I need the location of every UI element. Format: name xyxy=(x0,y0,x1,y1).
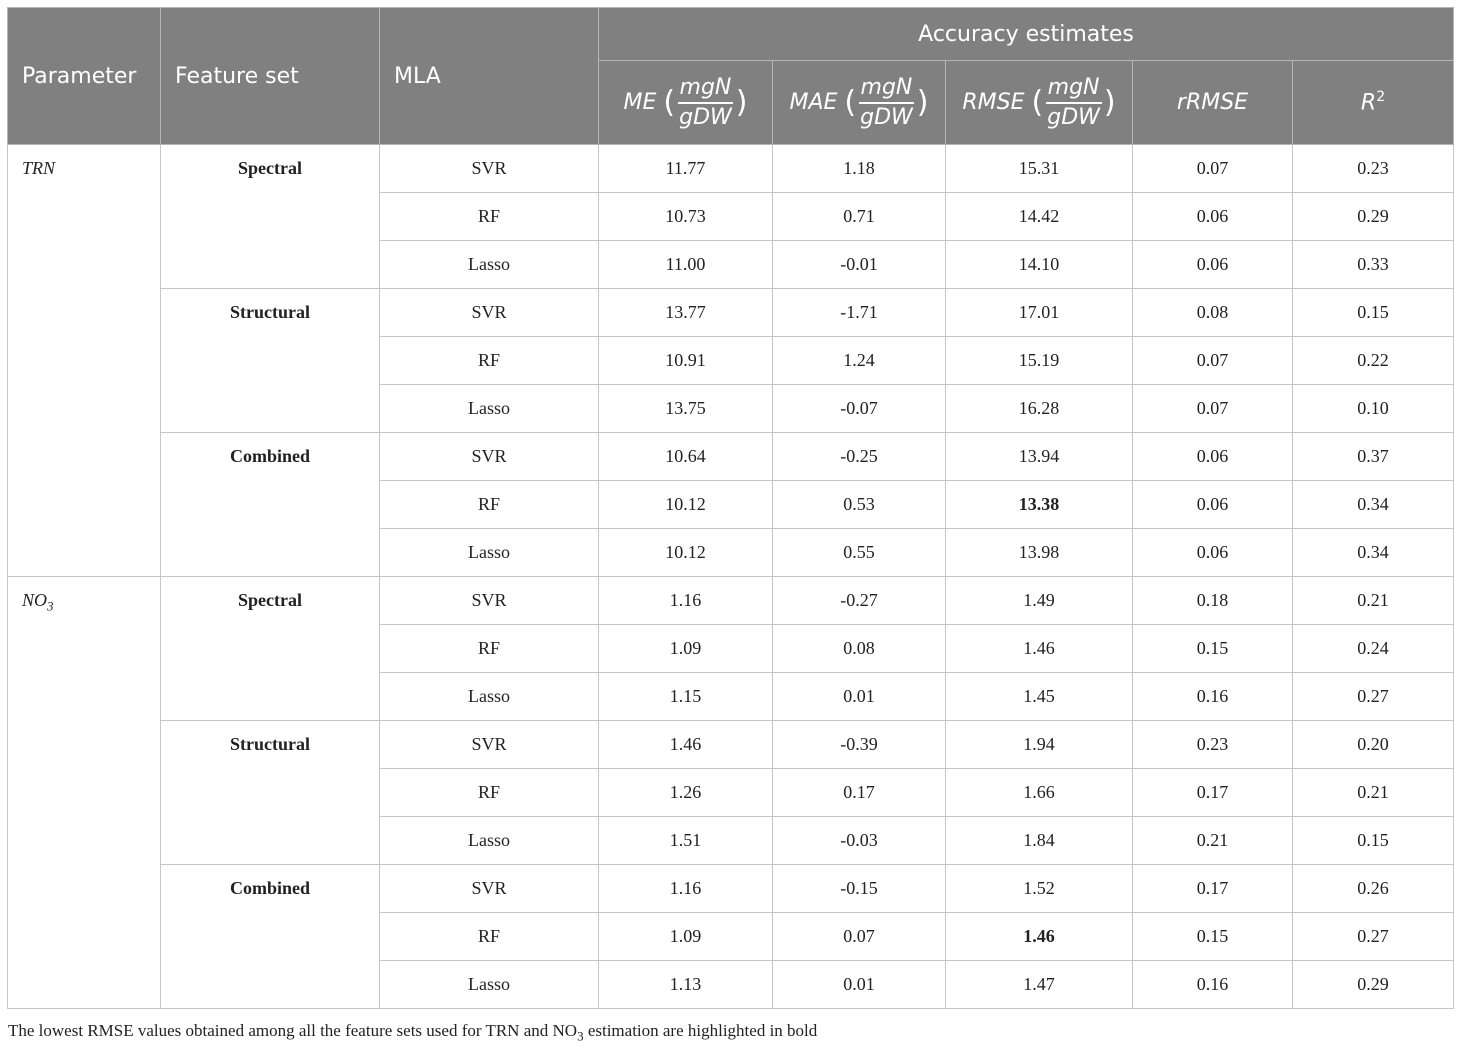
cell-rmse: 1.46 xyxy=(946,625,1133,673)
cell-rmse: 1.84 xyxy=(946,817,1133,865)
table-body xyxy=(8,145,1454,1009)
cell-rmse: 13.38 xyxy=(946,481,1133,529)
feature-set-spectral: Spectral xyxy=(161,577,380,721)
header-me: ME ( $\frac{\text{mgN}}{\text{gDW}}$ ) xyxy=(599,61,773,145)
cell-r2: 0.21 xyxy=(1293,577,1454,625)
cell-r2: 0.15 xyxy=(1293,817,1454,865)
cell-mla: SVR xyxy=(380,721,599,769)
cell-rmse: 14.10 xyxy=(946,241,1133,289)
cell-rmse: 1.94 xyxy=(946,721,1133,769)
header-r2 xyxy=(1293,61,1454,145)
cell-r2: 0.21 xyxy=(1293,769,1454,817)
cell-rrmse: 0.15 xyxy=(1133,913,1293,961)
table-row xyxy=(8,289,1454,337)
cell-r2: 0.15 xyxy=(1293,289,1454,337)
table-container xyxy=(7,7,1453,1009)
cell-rrmse: 0.06 xyxy=(1133,241,1293,289)
cell-rmse: 15.19 xyxy=(946,337,1133,385)
cell-r2: 0.26 xyxy=(1293,865,1454,913)
cell-me: 1.09 xyxy=(599,625,773,673)
cell-r2: 0.20 xyxy=(1293,721,1454,769)
cell-me: 1.26 xyxy=(599,769,773,817)
cell-me: 11.77 xyxy=(599,145,773,193)
cell-me: 1.51 xyxy=(599,817,773,865)
cell-mla: SVR xyxy=(380,433,599,481)
cell-mla: RF xyxy=(380,625,599,673)
header-accuracy-estimates: Accuracy estimates xyxy=(599,8,1454,61)
unit-denominator: gDW xyxy=(860,104,913,130)
cell-r2: 0.24 xyxy=(1293,625,1454,673)
cell-mla: SVR xyxy=(380,577,599,625)
cell-r2: 0.37 xyxy=(1293,433,1454,481)
cell-mla: Lasso xyxy=(380,385,599,433)
cell-r2: 0.33 xyxy=(1293,241,1454,289)
table-row xyxy=(8,577,1454,625)
footnote-text-before: The lowest RMSE values obtained among all the feature sets used for TRN and NO xyxy=(8,1021,578,1040)
cell-rmse: 1.52 xyxy=(946,865,1133,913)
cell-r2: 0.34 xyxy=(1293,529,1454,577)
footnote-text-after: estimation are highlighted in bold xyxy=(583,1021,818,1040)
cell-mae: -0.07 xyxy=(773,385,946,433)
cell-rmse: 15.31 xyxy=(946,145,1133,193)
cell-mae: -0.01 xyxy=(773,241,946,289)
cell-mae: 0.08 xyxy=(773,625,946,673)
header-rmse: RMSE ( $\frac{\text{mgN}}{\text{gDW}}$ ) xyxy=(946,61,1133,145)
cell-me: 13.77 xyxy=(599,289,773,337)
cell-rrmse: 0.17 xyxy=(1133,769,1293,817)
header-r2-sup: 2 xyxy=(1376,89,1386,106)
parameter-no3-sub: 3 xyxy=(47,598,54,614)
cell-rrmse: 0.06 xyxy=(1133,481,1293,529)
cell-me: 1.15 xyxy=(599,673,773,721)
cell-mla: RF xyxy=(380,913,599,961)
cell-rmse: 1.46 xyxy=(946,913,1133,961)
cell-mae: 1.24 xyxy=(773,337,946,385)
table-row xyxy=(8,145,1454,193)
footnote-subscript: 3 xyxy=(577,1028,584,1044)
cell-me: 10.12 xyxy=(599,481,773,529)
cell-mla: RF xyxy=(380,481,599,529)
cell-mla: Lasso xyxy=(380,817,599,865)
cell-me: 10.12 xyxy=(599,529,773,577)
cell-mae: 0.53 xyxy=(773,481,946,529)
cell-mla: Lasso xyxy=(380,961,599,1009)
header-parameter: Parameter xyxy=(8,8,161,145)
header-rrmse: rRMSE xyxy=(1133,61,1293,145)
header-mae: MAE ( $\frac{\text{mgN}}{\text{gDW}}$ ) xyxy=(773,61,946,145)
parameter-no3-base: NO xyxy=(22,590,48,610)
cell-r2: 0.29 xyxy=(1293,193,1454,241)
cell-rrmse: 0.07 xyxy=(1133,385,1293,433)
cell-rrmse: 0.08 xyxy=(1133,289,1293,337)
cell-me: 11.00 xyxy=(599,241,773,289)
cell-me: 1.16 xyxy=(599,577,773,625)
header-rmse-label: RMSE xyxy=(962,90,1025,115)
cell-r2: 0.34 xyxy=(1293,481,1454,529)
cell-me: 1.16 xyxy=(599,865,773,913)
parameter-trn: TRN xyxy=(8,145,161,577)
cell-rrmse: 0.18 xyxy=(1133,577,1293,625)
unit-denominator: gDW xyxy=(679,104,732,130)
cell-mla: RF xyxy=(380,769,599,817)
cell-mla: RF xyxy=(380,193,599,241)
header-r2-base: R xyxy=(1360,90,1377,116)
cell-mae: 0.01 xyxy=(773,673,946,721)
unit-denominator: gDW xyxy=(1047,104,1100,130)
cell-me: 10.64 xyxy=(599,433,773,481)
cell-mla: SVR xyxy=(380,865,599,913)
cell-mae: 0.01 xyxy=(773,961,946,1009)
cell-rrmse: 0.06 xyxy=(1133,433,1293,481)
feature-set-combined: Combined xyxy=(161,433,380,577)
cell-rrmse: 0.16 xyxy=(1133,961,1293,1009)
cell-r2: 0.10 xyxy=(1293,385,1454,433)
cell-rmse: 16.28 xyxy=(946,385,1133,433)
header-me-label: ME xyxy=(623,90,657,115)
cell-me: 10.91 xyxy=(599,337,773,385)
cell-r2: 0.23 xyxy=(1293,145,1454,193)
cell-rrmse: 0.15 xyxy=(1133,625,1293,673)
cell-mae: -0.15 xyxy=(773,865,946,913)
parameter-no3 xyxy=(8,577,161,1009)
table-row xyxy=(8,433,1454,481)
cell-mae: -0.03 xyxy=(773,817,946,865)
feature-set-structural: Structural xyxy=(161,289,380,433)
cell-me: 1.46 xyxy=(599,721,773,769)
cell-rmse: 1.66 xyxy=(946,769,1133,817)
cell-mla: Lasso xyxy=(380,673,599,721)
table-footnote xyxy=(8,1021,817,1044)
cell-mae: -0.25 xyxy=(773,433,946,481)
cell-rmse: 1.47 xyxy=(946,961,1133,1009)
cell-me: 1.09 xyxy=(599,913,773,961)
accuracy-table xyxy=(7,7,1454,1009)
feature-set-spectral: Spectral xyxy=(161,145,380,289)
header-mae-label: MAE xyxy=(789,90,838,115)
cell-r2: 0.27 xyxy=(1293,913,1454,961)
table-row xyxy=(8,865,1454,913)
cell-r2: 0.22 xyxy=(1293,337,1454,385)
cell-r2: 0.29 xyxy=(1293,961,1454,1009)
cell-mla: RF xyxy=(380,337,599,385)
cell-rrmse: 0.16 xyxy=(1133,673,1293,721)
cell-mla: Lasso xyxy=(380,241,599,289)
unit-numerator: mgN xyxy=(678,74,734,104)
cell-rmse: 14.42 xyxy=(946,193,1133,241)
cell-rrmse: 0.07 xyxy=(1133,145,1293,193)
feature-set-combined: Combined xyxy=(161,865,380,1009)
cell-rmse: 1.45 xyxy=(946,673,1133,721)
header-feature-set: Feature set xyxy=(161,8,380,145)
cell-rrmse: 0.07 xyxy=(1133,337,1293,385)
cell-mae: -0.39 xyxy=(773,721,946,769)
feature-set-structural: Structural xyxy=(161,721,380,865)
cell-mae: 0.55 xyxy=(773,529,946,577)
unit-numerator: mgN xyxy=(1046,74,1102,104)
cell-mae: -1.71 xyxy=(773,289,946,337)
unit-numerator: mgN xyxy=(859,74,915,104)
cell-me: 1.13 xyxy=(599,961,773,1009)
cell-mae: 0.71 xyxy=(773,193,946,241)
cell-rrmse: 0.06 xyxy=(1133,529,1293,577)
cell-mae: 0.17 xyxy=(773,769,946,817)
cell-rmse: 17.01 xyxy=(946,289,1133,337)
cell-r2: 0.27 xyxy=(1293,673,1454,721)
cell-mae: 1.18 xyxy=(773,145,946,193)
cell-rmse: 13.94 xyxy=(946,433,1133,481)
cell-me: 13.75 xyxy=(599,385,773,433)
cell-rrmse: 0.21 xyxy=(1133,817,1293,865)
cell-mae: -0.27 xyxy=(773,577,946,625)
cell-rmse: 13.98 xyxy=(946,529,1133,577)
cell-mae: 0.07 xyxy=(773,913,946,961)
cell-rmse: 1.49 xyxy=(946,577,1133,625)
cell-me: 10.73 xyxy=(599,193,773,241)
cell-rrmse: 0.23 xyxy=(1133,721,1293,769)
header-mla: MLA xyxy=(380,8,599,145)
cell-mla: SVR xyxy=(380,145,599,193)
cell-rrmse: 0.17 xyxy=(1133,865,1293,913)
cell-mla: Lasso xyxy=(380,529,599,577)
cell-rrmse: 0.06 xyxy=(1133,193,1293,241)
cell-mla: SVR xyxy=(380,289,599,337)
table-row xyxy=(8,721,1454,769)
